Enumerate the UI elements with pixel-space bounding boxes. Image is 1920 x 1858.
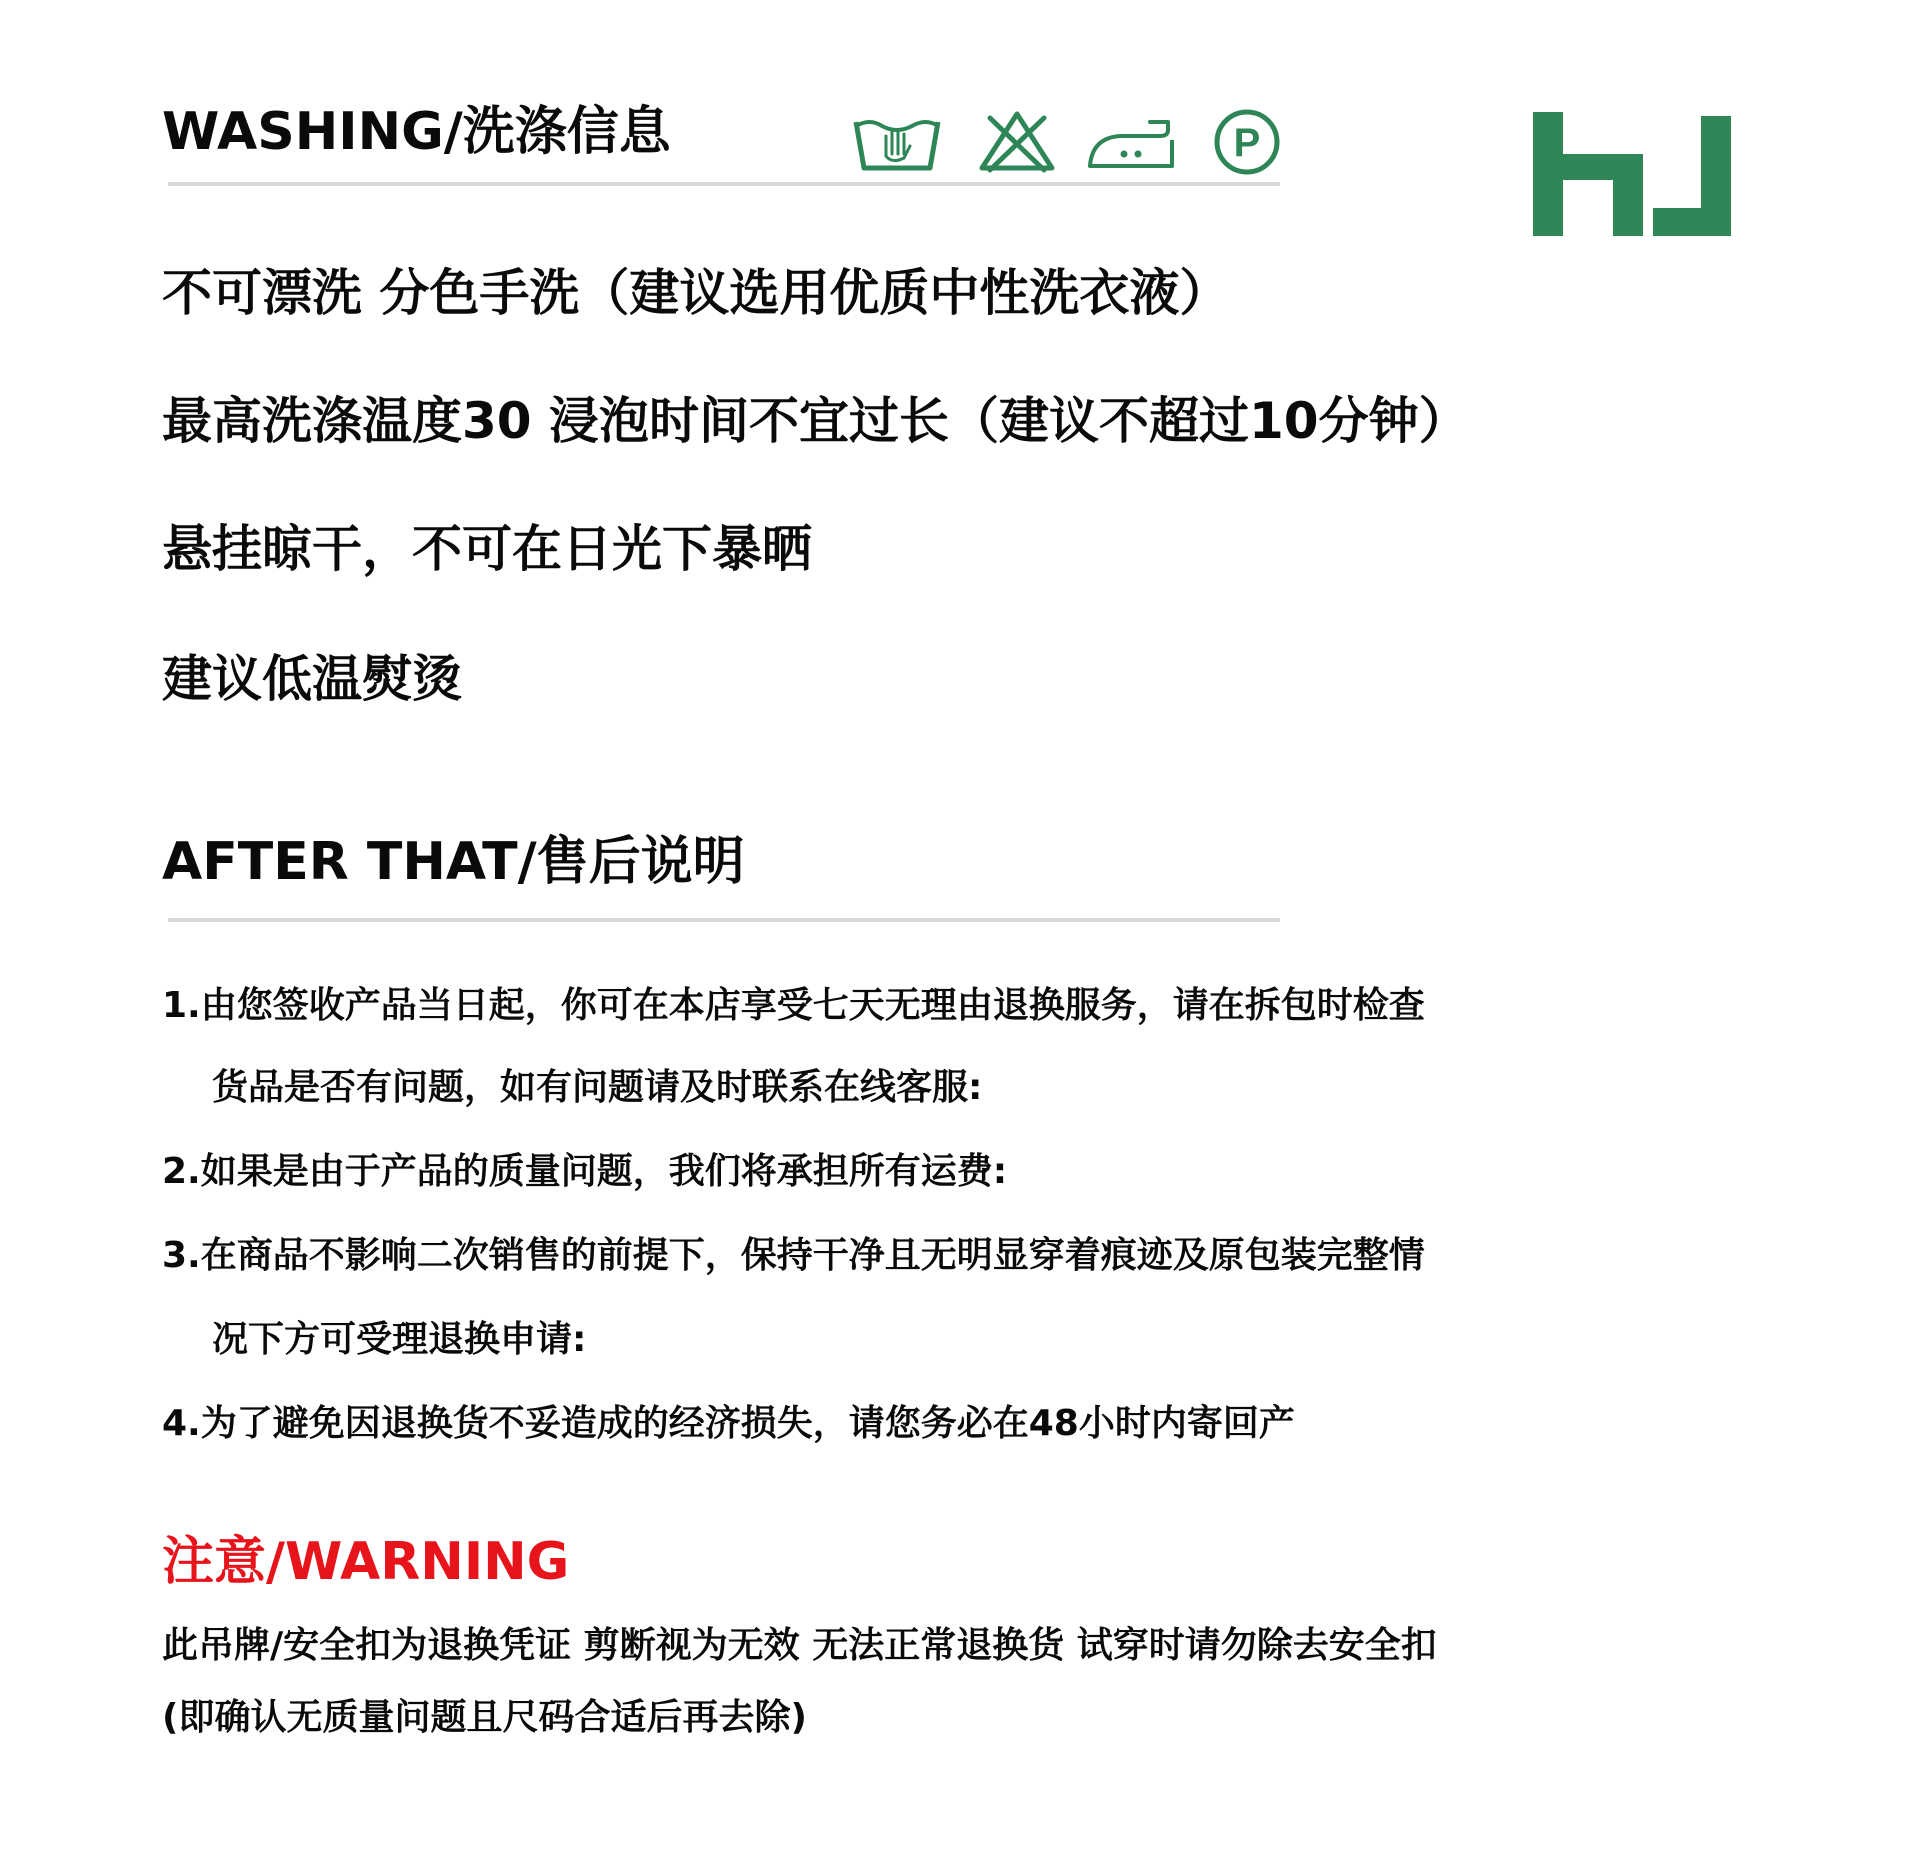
after-sales-line-1: 1.由您签收产品当日起，你可在本店享受七天无理由退换服务，请在拆包时检查 bbox=[162, 985, 1425, 1026]
washing-section-title: WASHING/洗涤信息 bbox=[162, 102, 671, 162]
washing-line-4: 建议低温熨烫 bbox=[162, 650, 462, 708]
brand-logo bbox=[1533, 112, 1731, 236]
washing-divider bbox=[168, 182, 1280, 186]
after-sales-line-1b: 货品是否有问题，如有问题请及时联系在线客服: bbox=[212, 1067, 983, 1108]
washing-line-3: 悬挂晾干，不可在日光下暴晒 bbox=[162, 520, 812, 578]
warning-line-1: 此吊牌/安全扣为退换凭证 剪断视为无效 无法正常退换货 试穿时请勿除去安全扣 bbox=[162, 1625, 1437, 1666]
dry-clean-p-icon bbox=[1202, 108, 1292, 176]
washing-line-1: 不可漂洗 分色手洗（建议选用优质中性洗衣液） bbox=[162, 264, 1230, 322]
after-sales-line-4: 4.为了避免因退换货不妥造成的经济损失，请您务必在48小时内寄回产 bbox=[162, 1403, 1295, 1444]
svg-text:P: P bbox=[1233, 121, 1261, 165]
warning-title: 注意/WARNING bbox=[162, 1532, 570, 1592]
after-sales-line-2: 2.如果是由于产品的质量问题，我们将承担所有运费: bbox=[162, 1151, 1008, 1192]
after-sales-line-3: 3.在商品不影响二次销售的前提下，保持干净且无明显穿着痕迹及原包装完整情 bbox=[162, 1235, 1425, 1276]
no-bleach-icon bbox=[972, 108, 1062, 176]
after-sales-section-title: AFTER THAT/售后说明 bbox=[162, 832, 745, 892]
washing-line-2: 最高洗涤温度30 浸泡时间不宜过长（建议不超过10分钟） bbox=[162, 392, 1469, 450]
after-sales-line-3b: 况下方可受理退换申请: bbox=[212, 1319, 587, 1360]
warning-line-2: (即确认无质量问题且尺码合适后再去除) bbox=[162, 1697, 807, 1738]
hand-wash-icon bbox=[852, 108, 942, 176]
after-sales-divider bbox=[168, 918, 1280, 922]
iron-low-icon bbox=[1086, 108, 1176, 176]
